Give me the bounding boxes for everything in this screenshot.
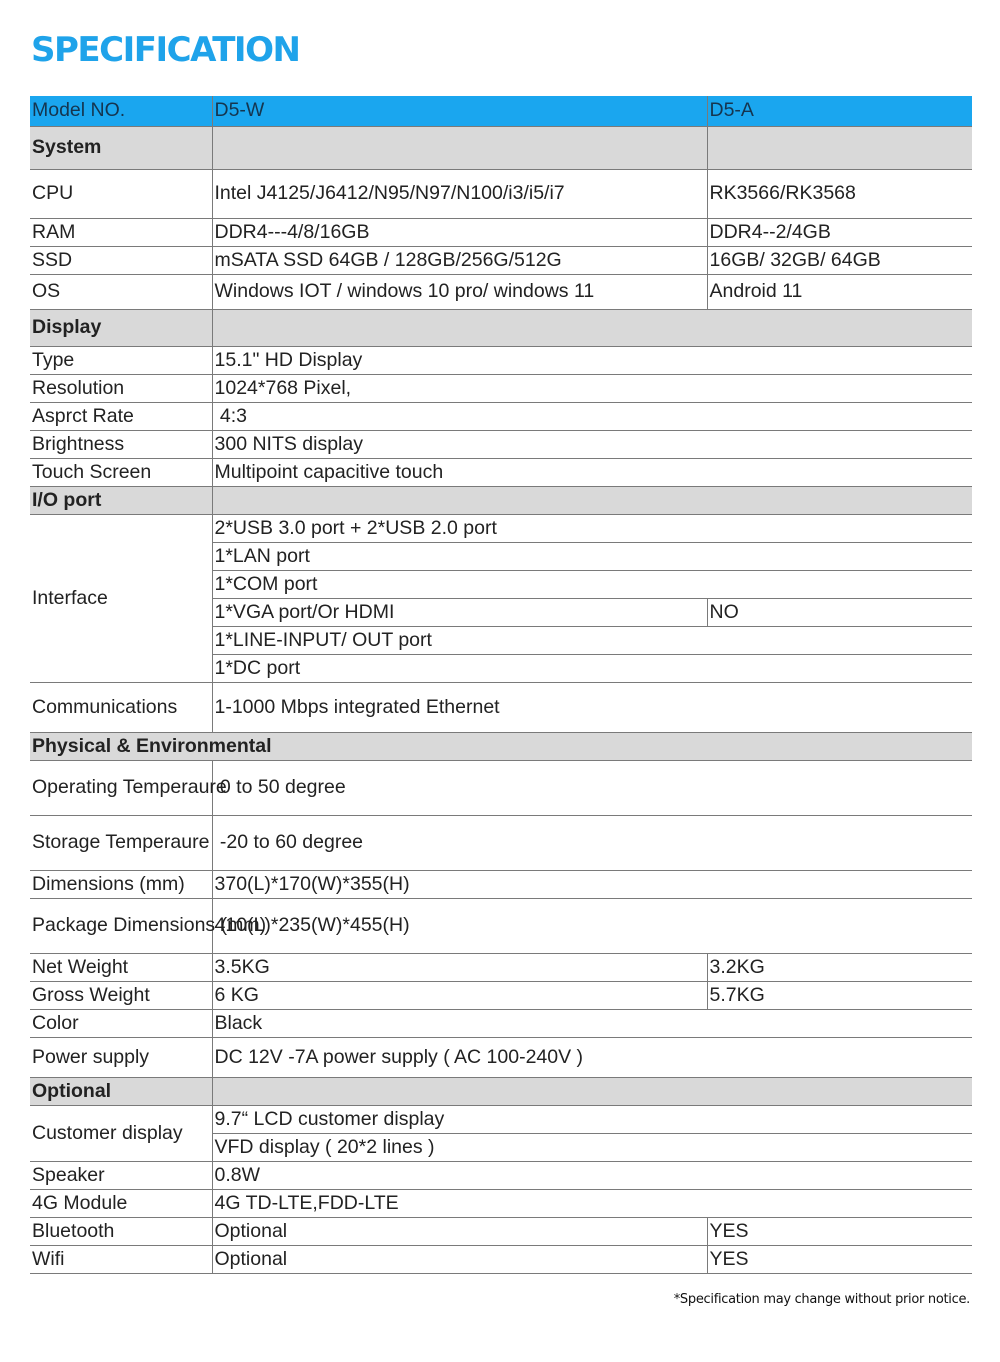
- section-system: [30, 126, 972, 169]
- model-no-label: Model NO.: [30, 96, 212, 126]
- cell-d5w: 6 KG: [212, 981, 707, 1009]
- row-label: Type: [30, 346, 212, 374]
- row-label: OS: [30, 274, 212, 309]
- port-item: 1*DC port: [212, 654, 972, 682]
- table-row: [30, 246, 972, 274]
- table-row: [30, 458, 972, 486]
- cell-value: -20 to 60 degree: [212, 815, 972, 870]
- section-heading: System: [30, 126, 212, 169]
- row-label: Net Weight: [30, 953, 212, 981]
- row-label: Package Dimensions (mm): [30, 898, 212, 953]
- cell-d5w: Intel J4125/J6412/N95/N97/N100/i3/i5/i7: [212, 169, 707, 218]
- cell-d5a: RK3566/RK3568: [707, 169, 972, 218]
- page-title: SPECIFICATION: [31, 30, 300, 70]
- row-label: Operating Temperaure: [30, 760, 212, 815]
- specification-table: [30, 96, 972, 1274]
- section-physical: [30, 732, 972, 760]
- table-row: [30, 1161, 972, 1189]
- table-row: [30, 898, 972, 953]
- footnote: *Specification may change without prior notice.: [673, 1292, 970, 1307]
- table-row: [30, 953, 972, 981]
- table-row: [30, 218, 972, 246]
- table-row: [30, 682, 972, 732]
- row-label: Bluetooth: [30, 1217, 212, 1245]
- table-row: [30, 374, 972, 402]
- section-heading: Optional: [30, 1077, 212, 1105]
- port-item: 1*COM port: [212, 570, 972, 598]
- row-label: SSD: [30, 246, 212, 274]
- table-row: [30, 870, 972, 898]
- cell-d5w: Windows IOT / windows 10 pro/ windows 11: [212, 274, 707, 309]
- model-d5w: D5-W: [212, 96, 707, 126]
- cell-value: Multipoint capacitive touch: [212, 458, 972, 486]
- table-row: [30, 1217, 972, 1245]
- row-label: Power supply: [30, 1037, 212, 1077]
- section-heading: Display: [30, 309, 212, 346]
- cell-value: 4:3: [212, 402, 972, 430]
- row-label: Storage Temperaure: [30, 815, 212, 870]
- section-optional: [30, 1077, 972, 1105]
- port-item: 2*USB 3.0 port + 2*USB 2.0 port: [212, 514, 972, 542]
- table-row: [30, 1245, 972, 1273]
- cell-value: Black: [212, 1009, 972, 1037]
- cell-value: 15.1" HD Display: [212, 346, 972, 374]
- cell-value: 0.8W: [212, 1161, 972, 1189]
- table-row: [30, 430, 972, 458]
- cell-d5a: DDR4--2/4GB: [707, 218, 972, 246]
- cell-d5a: 16GB/ 32GB/ 64GB: [707, 246, 972, 274]
- section-heading: Physical & Environmental: [30, 732, 972, 760]
- port-item: 1*VGA port/Or HDMI: [212, 598, 707, 626]
- cell-d5a: NO: [707, 598, 972, 626]
- table-row: [30, 169, 972, 218]
- row-label: CPU: [30, 169, 212, 218]
- cell-value: 1-1000 Mbps integrated Ethernet: [212, 682, 972, 732]
- row-label: Gross Weight: [30, 981, 212, 1009]
- cell-value: 370(L)*170(W)*355(H): [212, 870, 972, 898]
- table-row: [30, 760, 972, 815]
- cell-value: 1024*768 Pixel,: [212, 374, 972, 402]
- cell-value: 4G TD-LTE,FDD-LTE: [212, 1189, 972, 1217]
- cell-value: 9.7“ LCD customer display: [212, 1105, 972, 1133]
- row-label: Touch Screen: [30, 458, 212, 486]
- row-label: Asprct Rate: [30, 402, 212, 430]
- row-label: RAM: [30, 218, 212, 246]
- cell-d5w: 3.5KG: [212, 953, 707, 981]
- table-row: [30, 1189, 972, 1217]
- table-row: [30, 402, 972, 430]
- row-label: Communications: [30, 682, 212, 732]
- port-item: 1*LINE-INPUT/ OUT port: [212, 626, 972, 654]
- cell-d5w: Optional: [212, 1245, 707, 1273]
- cell-d5w: mSATA SSD 64GB / 128GB/256G/512G: [212, 246, 707, 274]
- row-label: Speaker: [30, 1161, 212, 1189]
- table-row: [30, 815, 972, 870]
- table-row: [30, 981, 972, 1009]
- section-heading: I/O port: [30, 486, 212, 514]
- cell-d5w: DDR4---4/8/16GB: [212, 218, 707, 246]
- cell-value: 410(L)*235(W)*455(H): [212, 898, 972, 953]
- row-label: Resolution: [30, 374, 212, 402]
- cell-d5a: YES: [707, 1217, 972, 1245]
- cell-value: 300 NITS display: [212, 430, 972, 458]
- table-row: [30, 274, 972, 309]
- table-header-row: [30, 96, 972, 126]
- row-label: 4G Module: [30, 1189, 212, 1217]
- cell-d5a: 3.2KG: [707, 953, 972, 981]
- cell-value: 0 to 50 degree: [212, 760, 972, 815]
- cell-value: VFD display ( 20*2 lines ): [212, 1133, 972, 1161]
- row-label: Brightness: [30, 430, 212, 458]
- cell-d5a: Android 11: [707, 274, 972, 309]
- row-label: Dimensions (mm): [30, 870, 212, 898]
- table-row: [30, 514, 972, 542]
- section-io: [30, 486, 972, 514]
- table-row: [30, 1105, 972, 1133]
- cell-value: DC 12V -7A power supply ( AC 100-240V ): [212, 1037, 972, 1077]
- cell-d5w: Optional: [212, 1217, 707, 1245]
- cell-d5a: 5.7KG: [707, 981, 972, 1009]
- port-item: 1*LAN port: [212, 542, 972, 570]
- table-row: [30, 1037, 972, 1077]
- section-display: [30, 309, 972, 346]
- table-row: [30, 346, 972, 374]
- row-label: Wifi: [30, 1245, 212, 1273]
- model-d5a: D5-A: [707, 96, 972, 126]
- table-row: [30, 1009, 972, 1037]
- row-label: Interface: [30, 514, 212, 682]
- row-label: Customer display: [30, 1105, 212, 1161]
- row-label: Color: [30, 1009, 212, 1037]
- cell-d5a: YES: [707, 1245, 972, 1273]
